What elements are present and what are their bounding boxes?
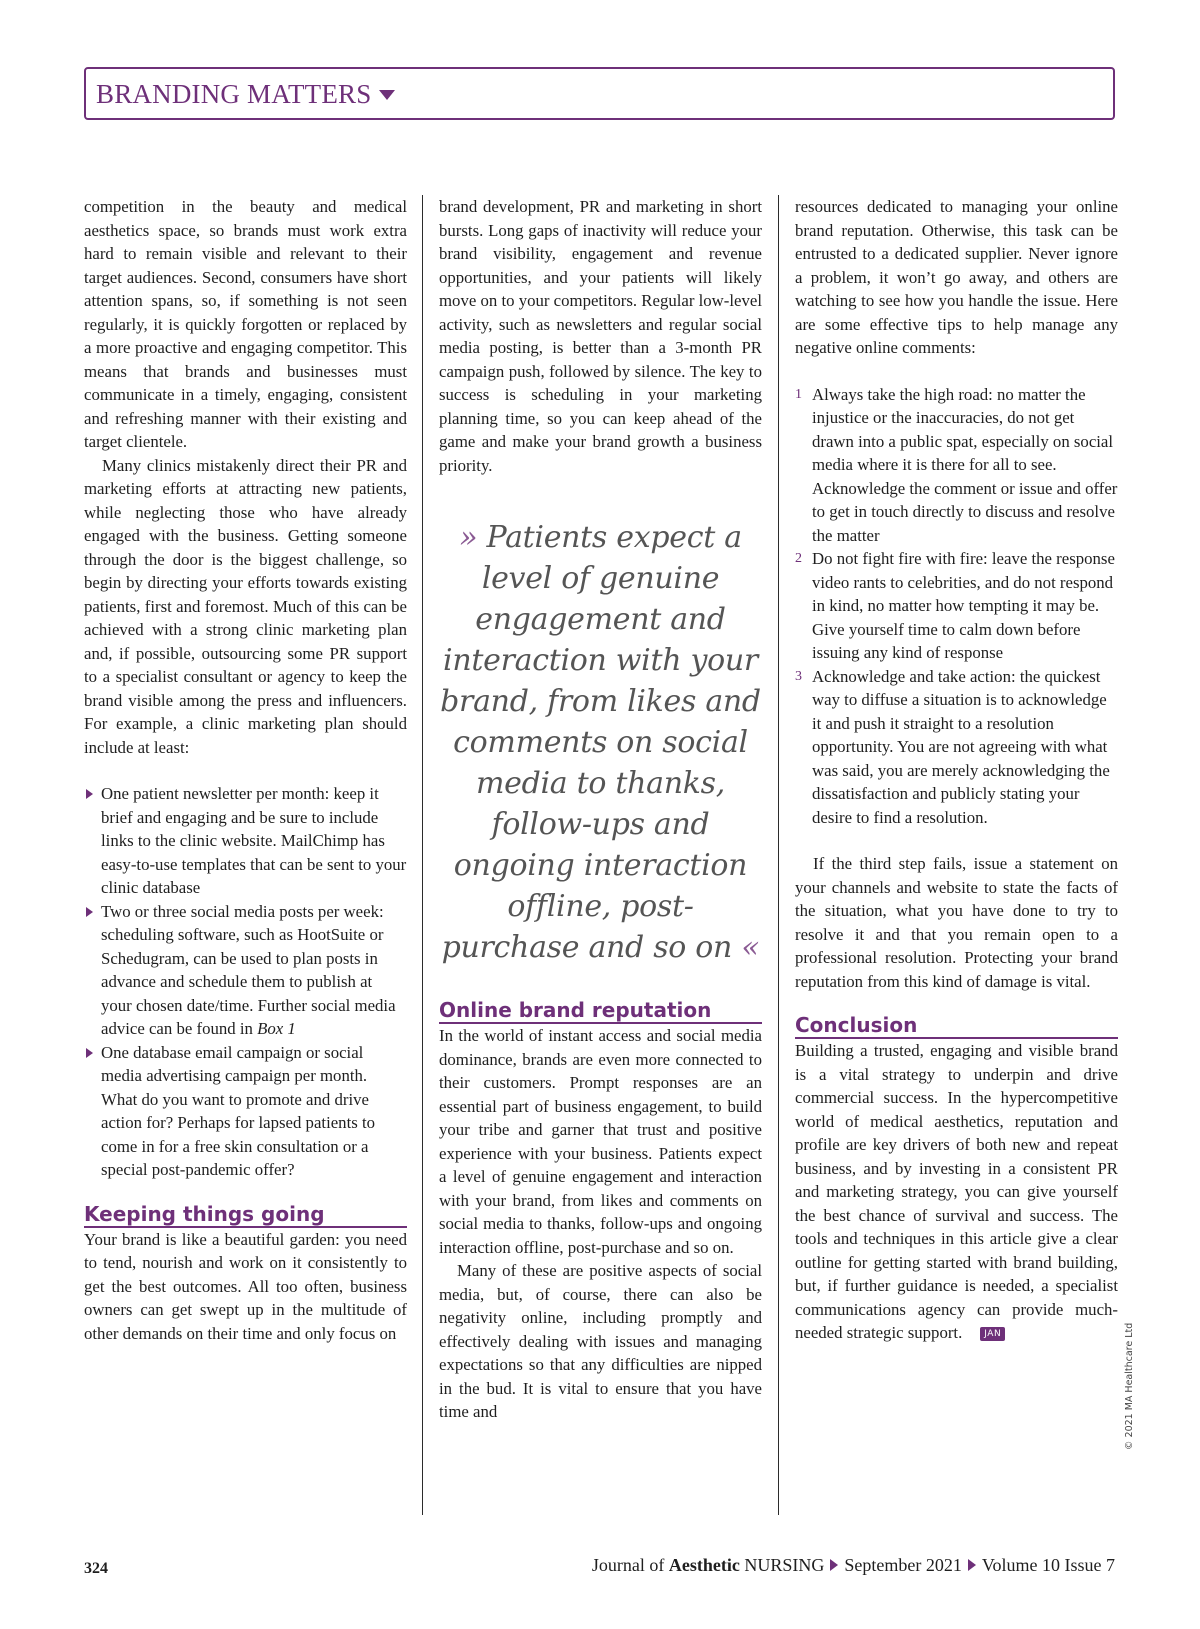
paragraph: In the world of instant access and social media dominance, brands are even more connected to their customers. Prompt responses are an essential part of business engagement, to build your tribe and garner that trust and positive experience with your business. Patients expect a level of genuine engagement and interaction with your brand, from likes and comments on social media to thanks, follow-ups and ongoing interaction offline, post-purchase and so on.	[439, 1026, 762, 1257]
list-number: 3	[795, 668, 802, 684]
list-item	[84, 900, 407, 1041]
journal-name-suffix: NURSING	[739, 1555, 825, 1575]
journal-name-bold: Aesthetic	[668, 1555, 740, 1575]
column-1	[84, 195, 407, 1345]
paragraph: resources dedicated to managing your online brand reputation. Otherwise, this task can be entrusted to a dedicated supplier. Never ignore a problem, it won’t go away, and others are watching to see how you handle the issue. Here are some effective tips to help manage any negative online comments:	[795, 197, 1118, 357]
paragraph-text: Building a trusted, engaging and visible brand is a vital strategy to underpin and drive commercial success. In the hypercompetitive world of medical aesthetics, reputation and profile are key drivers of both new and repeat business, and by investing in a consistent PR and marketing strategy, you can give yourself the best chance of survival and success. The tools and techniques in this article give a clear outline for getting started with brand building, but, if further guidance is needed, a specialist communications agency can provide much-needed strategic support.	[795, 1041, 1118, 1342]
list-item	[795, 547, 1118, 665]
column-divider	[422, 195, 423, 1515]
list-item-text: One database email campaign or social media advertising campaign per month. What do you want to promote and drive action for? Perhaps for lapsed patients to come in for a free skin consultation or a special post-pandemic offer?	[101, 1042, 376, 1179]
list-item	[84, 782, 407, 900]
paragraph: Many of these are positive aspects of social media, but, of course, there can also be negativity online, including promptly and effectively dealing with issues and managing expectations so that any difficulties are nipped in the bud. It is vital to ensure that you have time and	[439, 1261, 762, 1421]
section-heading: Keeping things going	[84, 1202, 407, 1228]
list-item-text: Two or three social media posts per week: scheduling software, such as HootSuite or Schedugram, can be used to plan posts in advance and schedule them to publish at your chosen date/time. Further social media advice can be found in	[101, 901, 396, 1038]
column-divider	[778, 195, 779, 1515]
paragraph: competition in the beauty and medical aesthetics space, so brands must work extra hard to remain visible and relevant to their target audiences. Second, consumers have short attention spans, so, if something is not seen regularly, it is quickly forgotten or replaced by a more proactive and engaging competitor. This means that brands and businesses must communicate in a timely, engaging, consistent and refreshing manner with their existing and target clientele.	[84, 197, 407, 451]
pull-quote-text: Patients expect a level of genuine engagement and interaction with your brand, from likes and comments on social media to thanks, follow-ups and ongoing interaction offline, post-purchase and so on	[440, 520, 761, 965]
triangle-bullet-icon	[86, 907, 93, 917]
paragraph: Your brand is like a beautiful garden: you need to tend, nourish and work on it consistently to get the best outcomes. All too often, business owners can get swept up in the multitude of other demands on their time and only focus on	[84, 1229, 407, 1343]
spacer	[795, 829, 1118, 852]
journal-name-prefix: Journal of	[591, 1555, 669, 1575]
column-3	[795, 195, 1118, 1345]
pull-quote	[439, 517, 762, 968]
section-header-box	[84, 67, 1115, 120]
quote-close-mark: «	[741, 930, 760, 965]
list-item	[84, 1041, 407, 1182]
list-number: 1	[795, 386, 802, 402]
spacer	[84, 759, 407, 782]
list-item	[795, 665, 1118, 830]
paragraph: If the third step fails, issue a statement on your channels and website to state the facts of the situation, what you have done to try to resolve it and that you remain open to a professional resolution. Protecting your brand reputation from this kind of damage is vital.	[795, 854, 1118, 991]
copyright-notice: © 2021 MA Healthcare Ltd	[1124, 1322, 1135, 1450]
section-title-text: BRANDING MATTERS	[96, 79, 372, 109]
section-heading: Online brand reputation	[439, 998, 762, 1024]
page-number: 324	[84, 1560, 108, 1577]
spacer	[795, 360, 1118, 383]
triangle-separator-icon	[830, 1559, 838, 1571]
list-number: 2	[795, 551, 802, 566]
paragraph: brand development, PR and marketing in short bursts. Long gaps of inactivity will reduce your brand visibility, engagement and revenue opportunities, and your patients will likely move on to your competitors. Regular low-level activity, such as newsletters and regular social media posting, is better than a 3-month PR campaign push, followed by silence. The key to success is scheduling in your marketing planning time, so you can keep ahead of the game and make your brand growth a business priority.	[439, 197, 762, 475]
list-item-text: Always take the high road: no matter the injustice or the inaccuracies, do not get drawn into a public spat, especially on social media where it is there for all to see. Acknowledge the comment or issue and offer to get in touch directly to discuss and resolve the matter	[812, 384, 1118, 545]
volume-issue: Volume 10 Issue 7	[981, 1555, 1115, 1575]
quote-open-mark: »	[459, 520, 478, 555]
column-2	[439, 195, 762, 1424]
list-item-text: Acknowledge and take action: the quickest way to diffuse a situation is to acknowledge it and push it straight to a resolution opportunity. You are not agreeing with what was said, you are merely acknowledging the dissatisfaction and publicly stating your desire to find a resolution.	[812, 666, 1110, 827]
issue-date: September 2021	[844, 1555, 962, 1575]
triangle-down-icon	[379, 90, 395, 100]
end-of-article-badge: JAN	[980, 1327, 1005, 1341]
triangle-separator-icon	[968, 1559, 976, 1571]
section-heading: Conclusion	[795, 1013, 1118, 1039]
list-item-text: One patient newsletter per month: keep it brief and engaging and be sure to include links to the clinic website. MailChimp has easy-to-use templates that can be sent to your clinic database	[101, 784, 407, 897]
bullet-list	[84, 782, 407, 1182]
numbered-list	[795, 383, 1118, 830]
paragraph	[795, 1039, 1118, 1345]
section-title	[96, 79, 395, 110]
triangle-bullet-icon	[86, 789, 93, 799]
list-item-text: Do not fight fire with fire: leave the response video rants to celebrities, and do not respond in kind, no matter how tempting it may be. Give yourself time to calm down before issuing any kind of response	[812, 549, 1115, 662]
triangle-bullet-icon	[86, 1048, 93, 1058]
paragraph: Many clinics mistakenly direct their PR and marketing efforts at attracting new patients, while neglecting those who have already engaged with the business. Getting someone through the door is the biggest challenge, so begin by directing your efforts towards existing patients, first and foremost. Much of this can be achieved with a strong clinic marketing plan and, if possible, outsourcing some PR support to a specialist consultant or agency to keep the brand visible among the press and influencers. For example, a clinic marketing plan should include at least:	[84, 455, 407, 757]
box-reference: Box 1	[257, 1019, 296, 1038]
list-item	[795, 383, 1118, 548]
journal-footer	[592, 1555, 1115, 1576]
